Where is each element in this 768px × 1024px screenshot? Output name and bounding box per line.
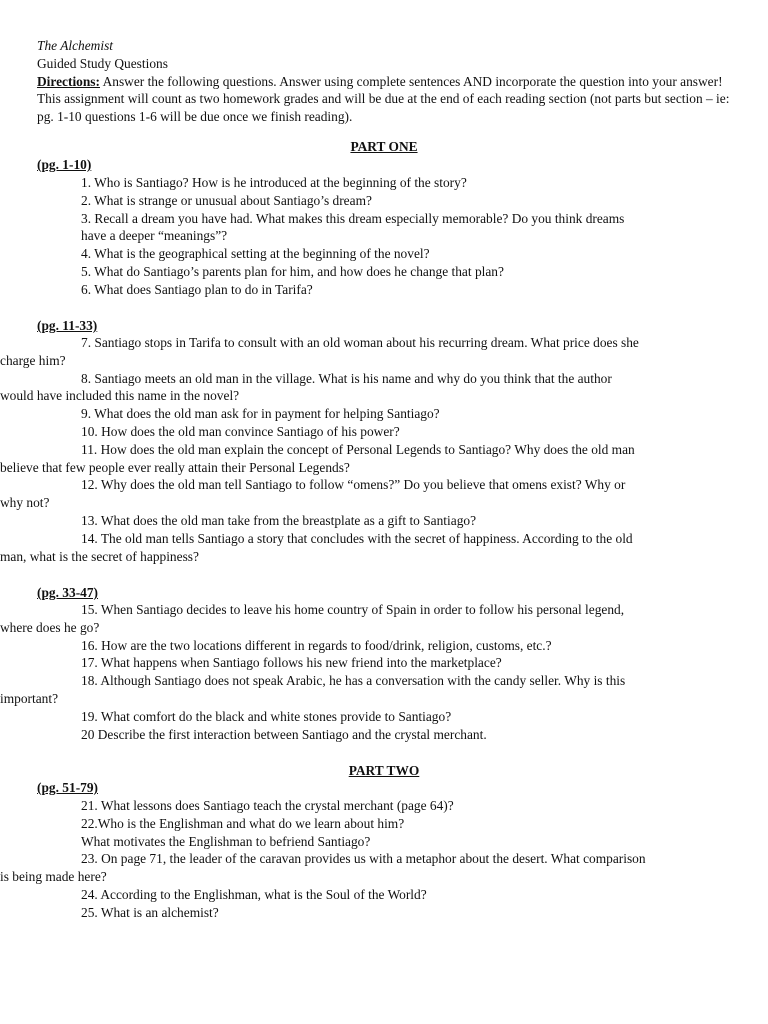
question-line: 11. How does the old man explain the concept of Personal Legends to Santiago? Why does the old man bbox=[81, 441, 635, 457]
question-line: man, what is the secret of happiness? bbox=[0, 548, 199, 564]
section-questions-pg-1-10 bbox=[81, 174, 721, 299]
worksheet-subtitle: Guided Study Questions bbox=[37, 55, 168, 71]
question-line: 3. Recall a dream you have had. What makes this dream especially memorable? Do you think dreams bbox=[81, 210, 625, 226]
question-line: 25. What is an alchemist? bbox=[81, 904, 219, 920]
question-line: 24. According to the Englishman, what is the Soul of the World? bbox=[81, 886, 427, 902]
question-line: 19. What comfort do the black and white stones provide to Santiago? bbox=[81, 708, 452, 724]
question-line: 14. The old man tells Santiago a story that concludes with the secret of happiness. According to the old bbox=[81, 530, 633, 546]
section-label-pg-11-33: (pg. 11-33) bbox=[37, 318, 98, 333]
section-label-pg-1-10: (pg. 1-10) bbox=[37, 157, 92, 172]
question-line: 2. What is strange or unusual about Santiago’s dream? bbox=[81, 192, 372, 208]
question-line: would have included this name in the novel? bbox=[0, 388, 240, 404]
question-line: 6. What does Santiago plan to do in Tarifa? bbox=[81, 281, 313, 297]
section-questions-pg-51-79 bbox=[0, 797, 721, 922]
section-label-pg-33-47: (pg. 33-47) bbox=[37, 585, 98, 600]
question-line: is being made here? bbox=[0, 869, 107, 885]
question-line: 20 Describe the first interaction between Santiago and the crystal merchant. bbox=[81, 726, 487, 742]
question-line: 23. On page 71, the leader of the caravan provides us with a metaphor about the desert. What comparison bbox=[81, 851, 646, 867]
question-line: 17. What happens when Santiago follows his new friend into the marketplace? bbox=[81, 655, 502, 671]
section-questions-pg-11-33 bbox=[0, 334, 721, 565]
question-line: why not? bbox=[0, 495, 50, 511]
question-line: 13. What does the old man take from the breastplate as a gift to Santiago? bbox=[81, 512, 477, 528]
question-line: 12. Why does the old man tell Santiago to follow “omens?” Do you believe that omens exist? Why or bbox=[81, 477, 626, 493]
part-one-heading: PART ONE bbox=[350, 139, 418, 154]
question-line: 18. Although Santiago does not speak Arabic, he has a conversation with the candy seller. Why is this bbox=[81, 673, 626, 689]
question-line: charge him? bbox=[0, 352, 66, 368]
question-line: 21. What lessons does Santiago teach the crystal merchant (page 64)? bbox=[81, 798, 454, 813]
question-line: What motivates the Englishman to befriend Santiago? bbox=[81, 833, 371, 849]
question-line: important? bbox=[0, 690, 59, 706]
question-line: 22.Who is the Englishman and what do we learn about him? bbox=[81, 815, 405, 831]
question-line: 8. Santiago meets an old man in the village. What is his name and why do you think that the author bbox=[81, 370, 612, 386]
question-line: have a deeper “meanings”? bbox=[81, 228, 228, 244]
question-line: 1. Who is Santiago? How is he introduced at the beginning of the story? bbox=[81, 175, 467, 190]
question-line: 16. How are the two locations different in regards to food/drink, religion, customs, etc.? bbox=[81, 637, 552, 653]
section-questions-pg-33-47 bbox=[0, 601, 721, 743]
part-two-heading: PART TWO bbox=[348, 763, 420, 778]
question-line: where does he go? bbox=[0, 619, 100, 635]
question-line: 7. Santiago stops in Tarifa to consult with an old woman about his recurring dream. What price does she bbox=[81, 335, 639, 350]
document-header bbox=[37, 37, 737, 126]
directions-label: Directions: bbox=[37, 73, 100, 89]
question-line: 15. When Santiago decides to leave his home country of Spain in order to follow his personal legend, bbox=[81, 602, 625, 617]
question-line: 9. What does the old man ask for in payment for helping Santiago? bbox=[81, 406, 440, 422]
section-label-pg-51-79: (pg. 51-79) bbox=[37, 780, 98, 795]
question-line: 4. What is the geographical setting at the beginning of the novel? bbox=[81, 246, 430, 262]
directions-paragraph bbox=[37, 73, 737, 126]
book-title: The Alchemist bbox=[37, 38, 113, 53]
question-line: 5. What do Santiago’s parents plan for him, and how does he change that plan? bbox=[81, 263, 504, 279]
directions-text: Answer the following questions. Answer using complete sentences AND incorporate the question into your answer! This assignment will count as two homework grades and will be due at the end of each reading section (not parts but section – ie: pg. 1-10 questions 1-6 will be due once we finish reading). bbox=[37, 73, 730, 125]
question-line: believe that few people ever really attain their Personal Legends? bbox=[0, 459, 350, 475]
question-line: 10. How does the old man convince Santiago of his power? bbox=[81, 423, 400, 439]
